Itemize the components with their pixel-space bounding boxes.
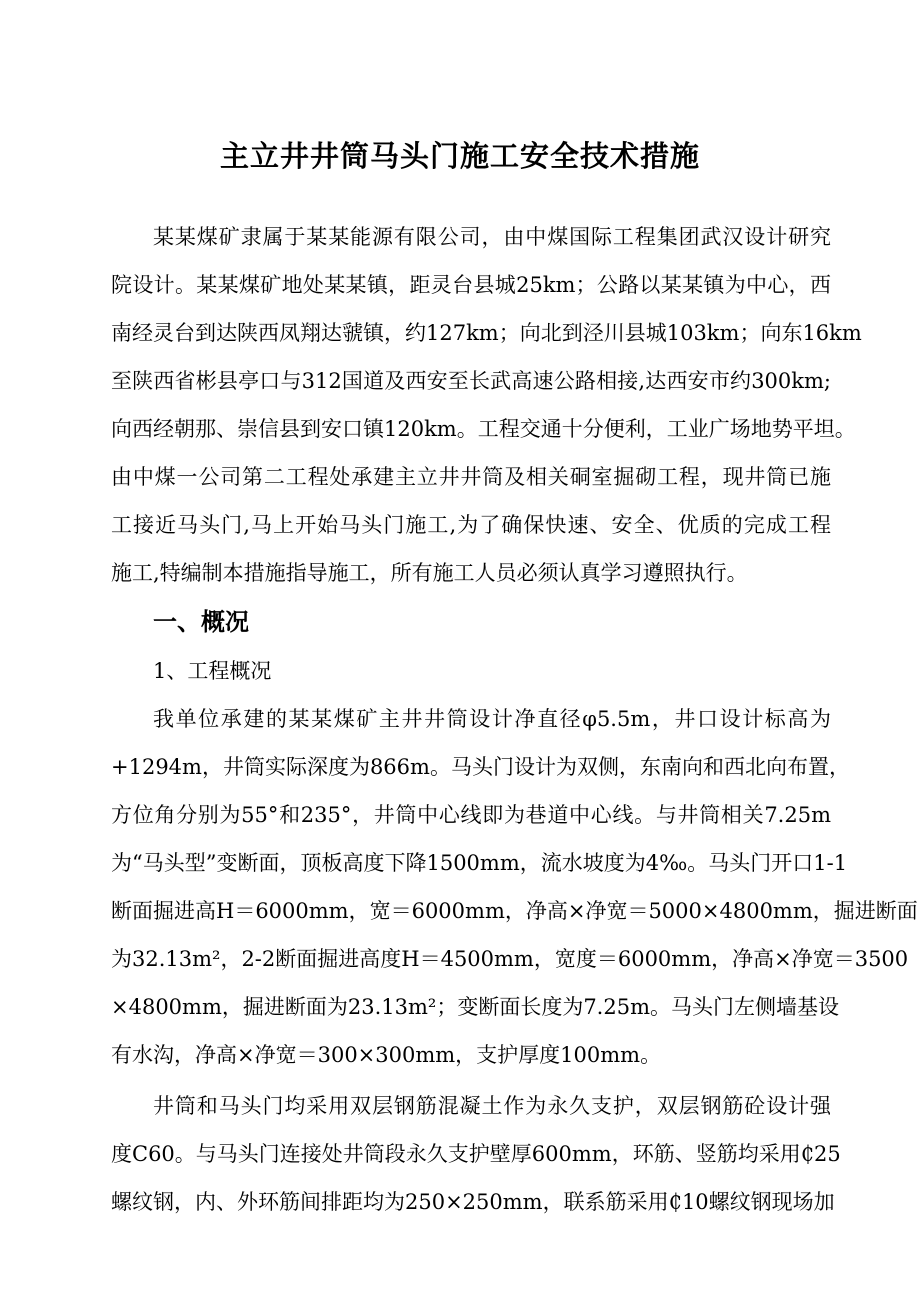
paragraph1-line-5: 向西经朝那、崇信县到安口镇120km。工程交通十分便利，工业广场地势平坦。 xyxy=(111,417,856,441)
paragraph1-line-3: 南经灵台到达陕西凤翔达虢镇，约127km；向北到泾川县城103km；向东16km xyxy=(111,321,862,345)
paragraph3-line-2: 度C60。与马头门连接处井筒段永久支护壁厚600mm，环筋、竖筋均采用₵25 xyxy=(111,1142,841,1166)
paragraph2-line-3: 方位角分别为55°和235°，井筒中心线即为巷道中心线。与井筒相关7.25m xyxy=(111,803,831,827)
paragraph3-line-1: 井筒和马头门均采用双层钢筋混凝土作为永久支护，双层钢筋砼设计强 xyxy=(153,1094,831,1118)
paragraph2-line-7: ×4800mm，掘进断面为23.13m²；变断面长度为7.25m。马头门左侧墙基设 xyxy=(111,995,839,1019)
paragraph2-line-5: 断面掘进高H＝6000mm，宽＝6000mm，净高×净宽＝5000×4800mm，掘进断面 xyxy=(111,899,918,923)
paragraph1-line-8: 施工,特编制本措施指导施工，所有施工人员必须认真学习遵照执行。 xyxy=(111,561,748,585)
paragraph1-line-7: 工接近马头门,马上开始马头门施工,为了确保快速、安全、优质的完成工程 xyxy=(111,513,831,537)
paragraph2-line-2: +1294m，井筒实际深度为866m。马头门设计为双侧，东南向和西北向布置， xyxy=(111,755,850,779)
paragraph2-line-1: 我单位承建的某某煤矿主井井筒设计净直径φ5.5m，井口设计标高为 xyxy=(153,707,831,731)
paragraph1-line-6: 由中煤一公司第二工程处承建主立井井筒及相关硐室掘砌工程，现井筒已施 xyxy=(111,465,831,489)
paragraph2-line-4: 为“马头型”变断面，顶板高度下降1500mm，流水坡度为4‰。马头门开口1-1 xyxy=(111,851,848,875)
paragraph2-line-8: 有水沟，净高×净宽＝300×300mm，支护厚度100mm。 xyxy=(111,1043,662,1067)
section-heading-overview: 一、概况 xyxy=(153,607,249,636)
paragraph1-line-2: 院设计。某某煤矿地处某某镇，距灵台县城25km；公路以某某镇为中心，西 xyxy=(111,273,831,297)
paragraph1-line-4: 至陕西省彬县亭口与312国道及西安至长武高速公路相接,达西安市约300km; xyxy=(111,369,831,393)
document-title: 主立井井筒马头门施工安全技术措施 xyxy=(219,139,700,173)
paragraph2-line-6: 为32.13m²，2-2断面掘进高度H＝4500mm，宽度＝6000mm，净高×净宽＝3500 xyxy=(111,947,909,971)
subsection-heading-project-overview: 1、工程概况 xyxy=(153,659,272,683)
paragraph1-line-1: 某某煤矿隶属于某某能源有限公司，由中煤国际工程集团武汉设计研究 xyxy=(153,225,831,249)
paragraph3-line-3: 螺纹钢，内、外环筋间排距均为250×250mm，联系筋采用₵10螺纹钢现场加 xyxy=(111,1190,835,1214)
